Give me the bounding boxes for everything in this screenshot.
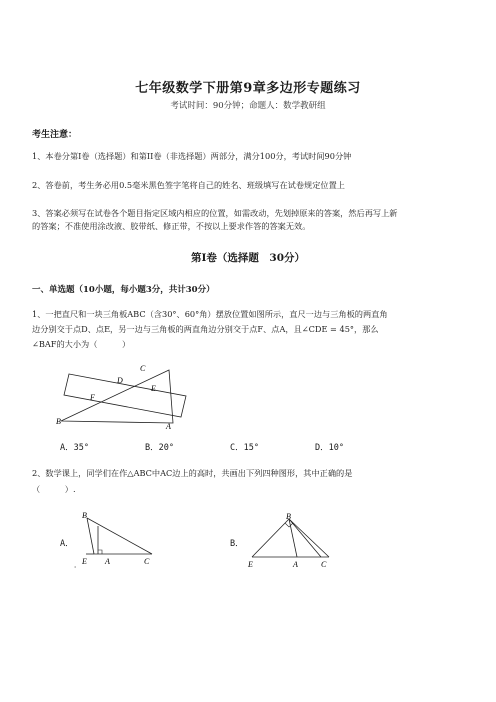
q1-option-a[interactable]: A．35° bbox=[60, 443, 89, 453]
q1-option-c[interactable]: C．15° bbox=[230, 443, 259, 453]
q2-option-b[interactable]: B． bbox=[230, 539, 244, 549]
fig1-label-f: F bbox=[90, 393, 95, 402]
fig1-label-d: D bbox=[117, 376, 123, 385]
q2-line-2: （ ）. bbox=[32, 484, 76, 494]
fig1-label-c: C bbox=[140, 364, 146, 373]
fig-a-dot: · bbox=[74, 563, 76, 572]
fig-a-label-e: E bbox=[82, 557, 87, 566]
q1-line-2: 边分别交于点D、点E，另一边与三角板的两直角边分别交于点F、点A，且∠CDE = 45°，那么 bbox=[32, 324, 379, 334]
ruler-triangle-figure bbox=[55, 358, 195, 430]
q2-option-a[interactable]: A． bbox=[60, 539, 74, 549]
q1-option-d[interactable]: D．10° bbox=[315, 443, 344, 453]
q1-line-1: 1、一把直尺和一块三角板ABC（含30°、60°角）摆放位置如图所示，直尺一边与三角板的两直角 bbox=[32, 309, 388, 319]
notice-item-3-cont: 的答案；不准使用涂改液、胶带纸、修正带，不按以上要求作答的答案无效。 bbox=[32, 221, 311, 231]
fig1-label-e: E bbox=[151, 384, 156, 393]
q1-option-b[interactable]: B．20° bbox=[145, 443, 174, 453]
part-heading: 一、单选题（10小题，每小题3分，共计30分） bbox=[32, 285, 215, 295]
fig-a-label-a: A bbox=[105, 557, 110, 566]
fig-a-label-c: C bbox=[144, 557, 150, 566]
page-title: 七年级数学下册第9章多边形专题练习 bbox=[135, 81, 361, 96]
page-subtitle: 考试时间：90分钟；命题人：数学教研组 bbox=[170, 101, 326, 111]
fig-a-label-b: B bbox=[82, 511, 87, 520]
notice-item-3: 3、答案必须写在试卷各个题目指定区域内相应的位置，如需改动，先划掉原来的答案，然后再写上新 bbox=[32, 208, 398, 218]
notice-item-2: 2、答卷前，考生务必用0.5毫米黑色签字笔将自己的姓名、班级填写在试卷规定位置上 bbox=[32, 180, 345, 190]
fig1-label-a: A bbox=[166, 422, 171, 431]
fig-b-label-b: B bbox=[286, 512, 291, 521]
fig-b-label-c: C bbox=[321, 560, 327, 569]
q1-line-3: ∠BAF的大小为（ ） bbox=[32, 339, 131, 349]
fig1-label-b: B bbox=[56, 417, 61, 426]
notice-item-1: 1、本卷分第I卷（选择题）和第II卷（非选择题）两部分，满分100分，考试时间90分钟 bbox=[32, 151, 352, 161]
fig-b-label-a: A bbox=[293, 560, 298, 569]
q2-figure-a bbox=[74, 510, 160, 572]
section-title: 第I卷（选择题 30分） bbox=[190, 252, 306, 264]
fig-b-label-e: E bbox=[248, 560, 253, 569]
q2-line-1: 2、数学课上，同学们在作△ABC中AC边上的高时，共画出下列四种图形，其中正确的是 bbox=[32, 468, 353, 478]
q2-figure-b bbox=[245, 510, 337, 572]
notice-heading: 考生注意： bbox=[32, 130, 78, 140]
